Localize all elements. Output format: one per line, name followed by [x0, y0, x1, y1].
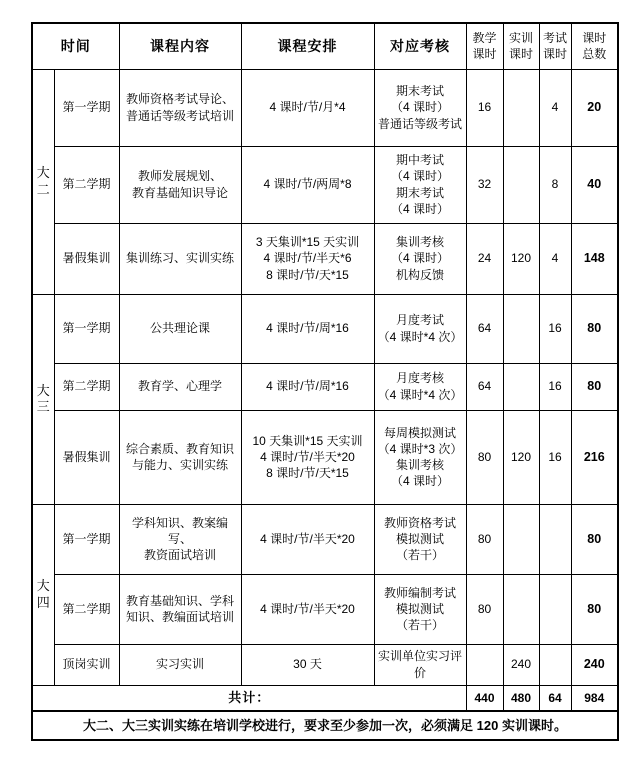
- cell-time: 第一学期: [54, 504, 119, 574]
- cell-teach: 80: [466, 504, 503, 574]
- cell-exam: 4: [539, 69, 571, 146]
- cell-total: 20: [571, 69, 618, 146]
- cell-train: [503, 504, 539, 574]
- cell-teach: 64: [466, 294, 503, 363]
- total-label: 共计：: [32, 685, 466, 711]
- cell-exam: 16: [539, 363, 571, 410]
- cell-teach: [466, 644, 503, 685]
- table-row: [32, 644, 618, 685]
- header-row: [32, 23, 618, 69]
- cell-teach: 24: [466, 223, 503, 294]
- cell-assessment: 每周模拟测试 （4 课时*3 次） 集训考核 （4 课时）: [374, 410, 466, 504]
- cell-exam: [539, 504, 571, 574]
- cell-time: 第二学期: [54, 363, 119, 410]
- header-teach-hours: 教学 课时: [466, 23, 503, 69]
- cell-assessment: 实训单位实习评 价: [374, 644, 466, 685]
- footnote-text: 大二、大三实训实练在培训学校进行，要求至少参加一次，必须满足 120 实训课时。: [32, 711, 618, 740]
- cell-total: 80: [571, 574, 618, 644]
- table-row: [32, 363, 618, 410]
- table-row: [32, 69, 618, 146]
- cell-train: [503, 294, 539, 363]
- cell-schedule: 3 天集训*15 天实训 4 课时/节/半天*6 8 课时/节/天*15: [241, 223, 374, 294]
- cell-total: 148: [571, 223, 618, 294]
- cell-time: 第二学期: [54, 146, 119, 223]
- group-label-junior: 大 三: [32, 294, 54, 504]
- cell-train: 120: [503, 223, 539, 294]
- table-row: [32, 574, 618, 644]
- cell-assessment: 月度考试 （4 课时*4 次）: [374, 294, 466, 363]
- cell-time: 暑假集训: [54, 410, 119, 504]
- cell-total: 216: [571, 410, 618, 504]
- cell-train: 240: [503, 644, 539, 685]
- cell-total: 80: [571, 504, 618, 574]
- cell-teach: 16: [466, 69, 503, 146]
- cell-total: 80: [571, 363, 618, 410]
- cell-exam: 4: [539, 223, 571, 294]
- cell-teach: 80: [466, 410, 503, 504]
- cell-exam: 16: [539, 294, 571, 363]
- cell-content: 教育学、心理学: [119, 363, 241, 410]
- cell-time: 第一学期: [54, 69, 119, 146]
- cell-exam: 8: [539, 146, 571, 223]
- cell-train: [503, 574, 539, 644]
- cell-total: 80: [571, 294, 618, 363]
- cell-assessment: 月度考核 （4 课时*4 次）: [374, 363, 466, 410]
- cell-schedule: 4 课时/节/半天*20: [241, 504, 374, 574]
- total-teach: 440: [466, 685, 503, 711]
- cell-time: 第一学期: [54, 294, 119, 363]
- table-row: [32, 410, 618, 504]
- group-label-sophomore: 大 二: [32, 69, 54, 294]
- cell-teach: 64: [466, 363, 503, 410]
- table-row: [32, 146, 618, 223]
- cell-assessment: 期中考试 （4 课时） 期末考试 （4 课时）: [374, 146, 466, 223]
- header-total-hours: 课时 总数: [571, 23, 618, 69]
- curriculum-sheet: [31, 22, 619, 741]
- cell-content: 教育基础知识、学科 知识、教编面试培训: [119, 574, 241, 644]
- total-total: 984: [571, 685, 618, 711]
- cell-exam: [539, 574, 571, 644]
- header-schedule: 课程安排: [241, 23, 374, 69]
- cell-teach: 80: [466, 574, 503, 644]
- cell-schedule: 30 天: [241, 644, 374, 685]
- cell-content: 公共理论课: [119, 294, 241, 363]
- group-label-senior: 大 四: [32, 504, 54, 685]
- header-exam-hours: 考试 课时: [539, 23, 571, 69]
- table-row: [32, 294, 618, 363]
- cell-content: 综合素质、教育知识 与能力、实训实练: [119, 410, 241, 504]
- footnote-row: [32, 711, 618, 740]
- cell-time: 第二学期: [54, 574, 119, 644]
- header-content: 课程内容: [119, 23, 241, 69]
- cell-assessment: 教师资格考试 模拟测试 （若干）: [374, 504, 466, 574]
- cell-time: 暑假集训: [54, 223, 119, 294]
- cell-assessment: 集训考核 （4 课时） 机构反馈: [374, 223, 466, 294]
- cell-schedule: 10 天集训*15 天实训 4 课时/节/半天*20 8 课时/节/天*15: [241, 410, 374, 504]
- cell-schedule: 4 课时/节/两周*8: [241, 146, 374, 223]
- cell-content: 学科知识、教案编写、 教资面试培训: [119, 504, 241, 574]
- cell-exam: [539, 644, 571, 685]
- cell-assessment: 期末考试 （4 课时） 普通话等级考试: [374, 69, 466, 146]
- total-exam: 64: [539, 685, 571, 711]
- cell-content: 集训练习、实训实练: [119, 223, 241, 294]
- cell-train: 120: [503, 410, 539, 504]
- cell-train: [503, 363, 539, 410]
- table-row: [32, 223, 618, 294]
- header-train-hours: 实训 课时: [503, 23, 539, 69]
- cell-time: 顶岗实训: [54, 644, 119, 685]
- total-train: 480: [503, 685, 539, 711]
- cell-total: 240: [571, 644, 618, 685]
- cell-content: 教师发展规划、 教育基础知识导论: [119, 146, 241, 223]
- cell-schedule: 4 课时/节/周*16: [241, 294, 374, 363]
- cell-content: 教师资格考试导论、 普通话等级考试培训: [119, 69, 241, 146]
- curriculum-table: [31, 22, 619, 741]
- header-assessment: 对应考核: [374, 23, 466, 69]
- cell-exam: 16: [539, 410, 571, 504]
- total-row: [32, 685, 618, 711]
- header-time: 时间: [32, 23, 119, 69]
- cell-train: [503, 69, 539, 146]
- cell-schedule: 4 课时/节/周*16: [241, 363, 374, 410]
- cell-teach: 32: [466, 146, 503, 223]
- cell-content: 实习实训: [119, 644, 241, 685]
- cell-schedule: 4 课时/节/月*4: [241, 69, 374, 146]
- cell-schedule: 4 课时/节/半天*20: [241, 574, 374, 644]
- cell-total: 40: [571, 146, 618, 223]
- cell-assessment: 教师编制考试 模拟测试 （若干）: [374, 574, 466, 644]
- cell-train: [503, 146, 539, 223]
- table-row: [32, 504, 618, 574]
